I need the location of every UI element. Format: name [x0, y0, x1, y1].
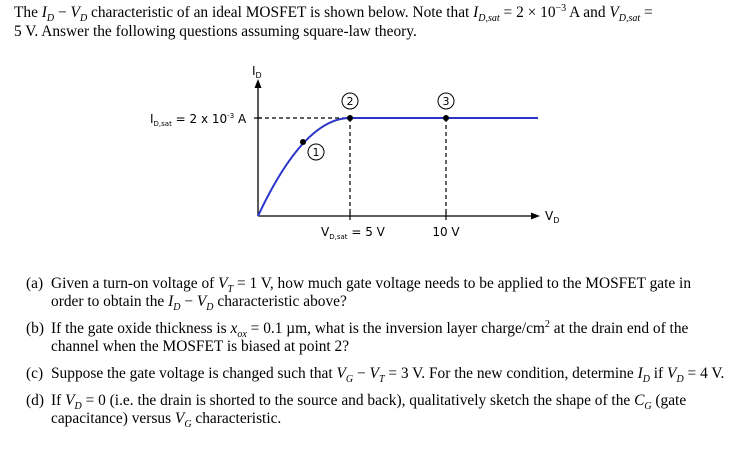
math-sub: D [46, 13, 55, 25]
y-axis-label: $I_D$ [252, 64, 262, 80]
intro-line-1 [14, 2, 726, 25]
math-vdsat: V [609, 4, 619, 21]
question-text: Given a turn-on voltage of $V_T = 1$ V, how much gate voltage needs to be applied to the MOSFET gate in order to obtain the $I_D - V_D$ characteristic above? [51, 275, 692, 314]
question-label: (a) [26, 275, 44, 292]
question-b [26, 320, 726, 356]
question-label: (d) [26, 392, 44, 409]
math-idsat: I [473, 4, 479, 21]
question-text: If $V_D = 0$ (i.e. the drain is shorted to the source and back), qualitatively sketch the shape of the $C_G$ (gate capacitance) versus $V_G$ characteristic. [51, 392, 687, 431]
math-sub: D [79, 13, 88, 25]
id-vd-figure [0, 56, 737, 246]
idsat-label: $I_{D,sat} = 2$ x $10^{-3}$ A [150, 112, 247, 128]
intro-text: characteristic of an ideal MOSFET is shown below. Note that [87, 4, 474, 21]
question-c [26, 365, 726, 386]
intro-text: The [14, 4, 42, 21]
question-list [26, 275, 726, 437]
math-sub: D,sat [618, 13, 641, 25]
math-vd: V [70, 4, 80, 21]
point-2-label: 2 [346, 95, 354, 108]
intro-text: = 2 × 10 [499, 4, 556, 21]
question-d [26, 392, 726, 431]
intro-line-2: 5 V. Answer the following questions assuming square-law theory. [14, 23, 417, 40]
intro-text: = [640, 4, 653, 21]
point-1-label: 1 [312, 146, 320, 159]
x-axis-arrowhead [531, 213, 540, 220]
id-vd-curve-linear [258, 118, 350, 216]
question-text: If the gate oxide thickness is $x_{ox} = 0.1$ µm, what is the inversion layer charge/$cm^2$ at the drain end of the channel when the MOSFET is biased at point 2? [51, 318, 689, 355]
id-vd-plot [0, 56, 737, 246]
math-exponent: −3 [555, 2, 567, 14]
y-axis-arrowhead [255, 79, 262, 88]
math-id: I [41, 4, 47, 21]
intro-text: A and [566, 4, 610, 21]
vdsat-label: $V_{D,sat} = 5$ V [321, 225, 385, 241]
bias-point-1 [300, 139, 306, 145]
question-text: Suppose the gate voltage is changed such that $V_G - V_T = 3$ V. For the new condition, determine $I_D$ if $V_D = 4$ V. [51, 365, 725, 386]
x-tick-label-10v: 10 V [432, 225, 460, 239]
math-operator: − [54, 4, 71, 21]
bias-point-2 [347, 115, 353, 121]
question-label: (c) [26, 365, 44, 382]
x-axis-label: $V_D$ [545, 209, 560, 225]
math-sub: D,sat [478, 13, 500, 25]
problem-intro [14, 3, 726, 41]
point-3-label: 3 [442, 95, 450, 108]
question-label: (b) [26, 320, 44, 337]
bias-point-3 [443, 115, 449, 121]
question-a [26, 275, 726, 314]
